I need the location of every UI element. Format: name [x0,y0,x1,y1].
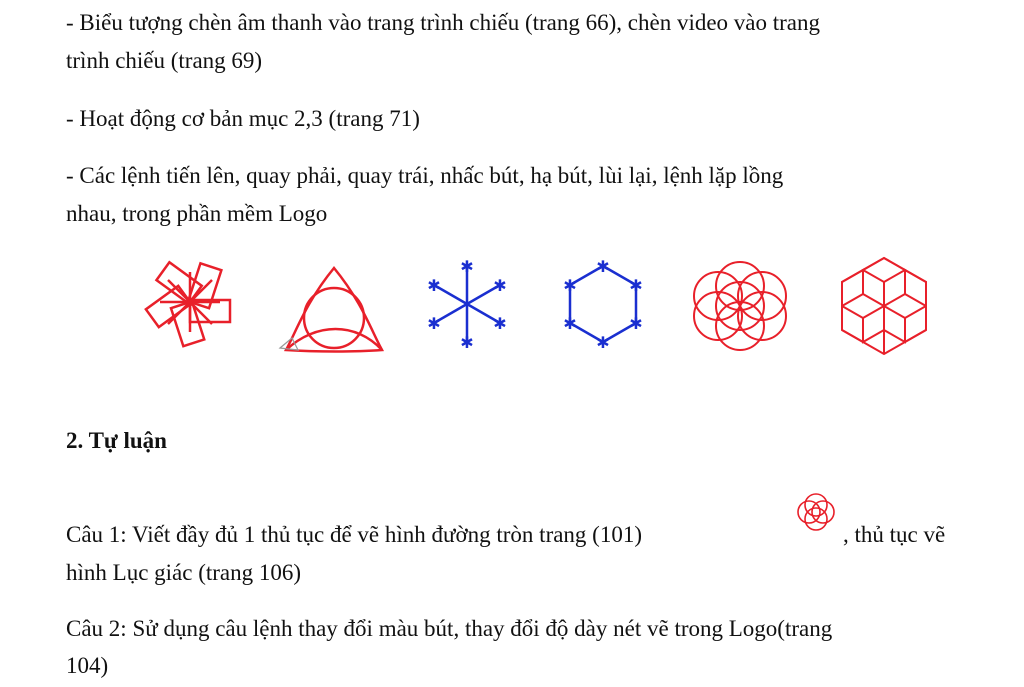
section-heading: 2. Tự luận [66,428,167,453]
question-1-text: Câu 1: Viết đầy đủ 1 thủ tục để vẽ hình đường tròn trang (101) [66,522,642,547]
svg-text:✱: ✱ [493,314,507,333]
question-2-line-2: 104) [66,653,109,678]
bullet-3-line-2: nhau, trong phần mềm Logo [66,201,328,226]
svg-text:✱: ✱ [493,276,507,295]
question-1-line-1 [66,518,642,552]
svg-text:✱: ✱ [460,333,474,350]
question-1-continuation: , thủ tục vẽ [843,522,946,547]
svg-text:✱: ✱ [563,314,577,333]
blue-hexagon-stars-icon [560,258,646,350]
bullet-1-line-2: trình chiếu (trang 69) [66,48,263,73]
svg-text:✱: ✱ [427,314,441,333]
bullet-2: - Hoạt động cơ bản mục 2,3 (trang 71) [66,106,420,131]
question-2-line-1: Câu 2: Sử dụng câu lệnh thay đổi màu bút, thay đổi độ dày nét vẽ trong Logo(trang [66,616,833,641]
small-red-flower-icon [788,486,844,542]
svg-text:✱: ✱ [563,276,577,295]
svg-text:✱: ✱ [427,276,441,295]
bullet-1-line-1: - Biểu tượng chèn âm thanh vào trang trình chiếu (trang 66), chèn video vào trang [66,10,821,35]
svg-text:✱: ✱ [460,258,474,276]
svg-text:✱: ✱ [596,333,610,350]
blue-snowflake-icon [424,258,510,350]
red-triquetra-circle-icon [276,262,386,358]
svg-text:✱: ✱ [596,258,610,276]
svg-text:✱: ✱ [629,276,643,295]
question-1-line-2: hình Lục giác (trang 106) [66,560,302,585]
red-flower-of-circles-icon [688,256,792,356]
red-pinwheel-star-icon [140,252,240,352]
bullet-3-line-1: - Các lệnh tiến lên, quay phải, quay trái, nhấc bút, hạ bút, lùi lại, lệnh lặp lồng [66,163,784,188]
red-cube-hexagon-icon [834,254,934,358]
svg-text:✱: ✱ [629,314,643,333]
